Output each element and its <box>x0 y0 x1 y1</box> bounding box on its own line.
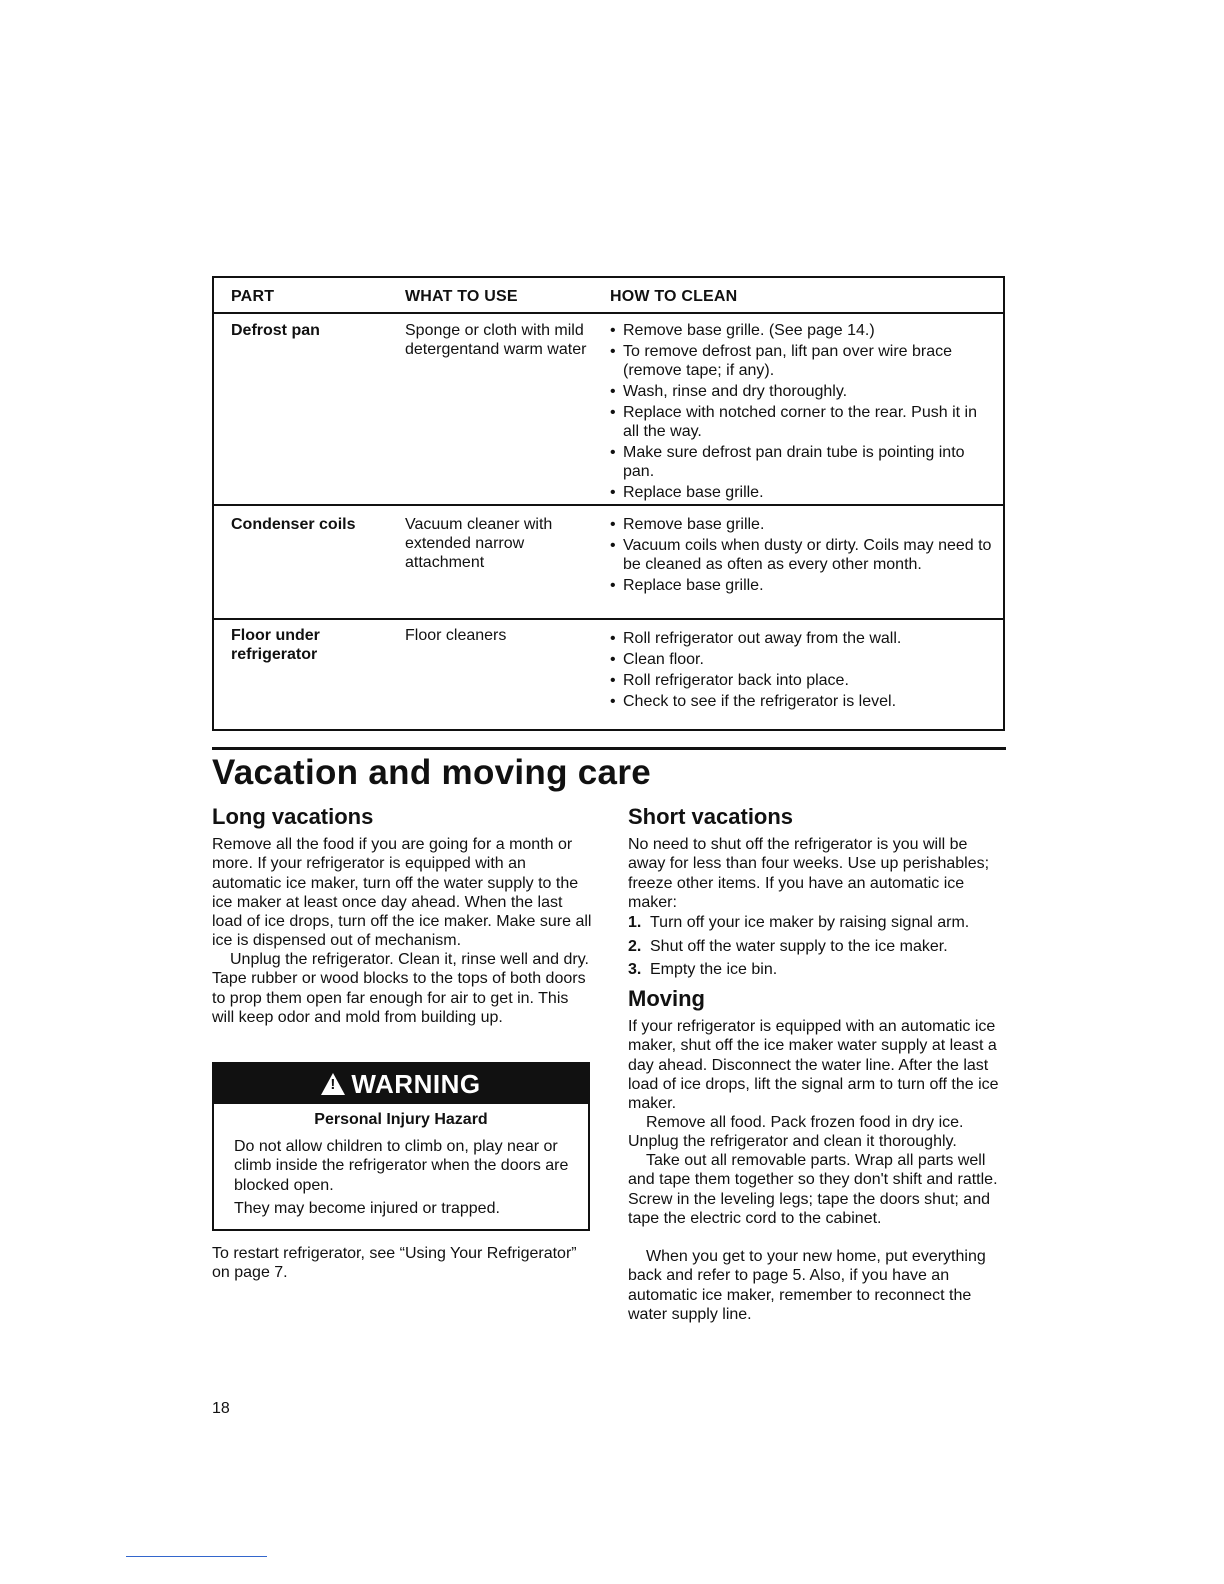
warning-subtitle: Personal Injury Hazard <box>314 1111 488 1128</box>
list-item: • Make sure defrost pan drain tube is pointing into pan. <box>610 443 995 481</box>
list-item: • Check to see if the refrigerator is level. <box>610 692 995 711</box>
footer-line <box>126 1556 267 1557</box>
row-clean-floor <box>610 629 995 713</box>
list-item <box>628 937 1003 961</box>
row-use-condenser-coils: Vacuum cleaner with extended narrow attachment <box>405 516 553 571</box>
list-item: • Replace base grille. <box>610 483 995 502</box>
list-item: • Replace base grille. <box>610 576 995 595</box>
step-number: 2. <box>628 937 642 955</box>
header-divider <box>214 312 1003 314</box>
moving-paragraph-3: Take out all removable parts. Wrap all parts well and tape them together so they don't shift and rattle. Screw in the leveling legs; tape the doors shut; and tape the electric cord to the cabinet. <box>628 1152 998 1227</box>
long-vacations-paragraph-1: Remove all the food if you are going for a month or more. If your refrigerator is equipped with an automatic ice maker, turn off the water supply to the ice maker at least once day ahead. When the last load of ice drops, turn off the ice maker. Make sure all ice is dispensed out of mechanism. <box>212 836 592 950</box>
warning-text: Do not allow children to climb on, play near or climb inside the refrigerator when the doors are blocked open. <box>234 1138 569 1194</box>
moving-paragraph-4: When you get to your new home, put everything back and refer to page 5. Also, if you have an automatic ice maker, remember to reconnect the water supply line. <box>628 1248 986 1323</box>
section-title: Vacation and moving care <box>212 753 652 792</box>
step-text: Shut off the water supply to the ice maker. <box>650 937 948 955</box>
row-use-defrost-pan: Sponge or cloth with mild detergentand warm water <box>405 322 587 358</box>
list-item: • Roll refrigerator back into place. <box>610 671 995 690</box>
row-part-defrost-pan: Defrost pan <box>231 322 320 339</box>
list-item <box>628 913 1003 937</box>
warning-box <box>212 1062 590 1231</box>
list-item <box>628 960 1003 984</box>
step-text: Turn off your ice maker by raising signal arm. <box>650 914 970 931</box>
list-item: • Remove base grille. <box>610 515 995 534</box>
step-number: 3. <box>628 961 642 978</box>
header-what-to-use: WHAT TO USE <box>405 288 518 305</box>
warning-triangle-icon <box>321 1073 345 1095</box>
restart-note: To restart refrigerator, see “Using Your Refrigerator” on page 7. <box>212 1245 577 1282</box>
list-item: • Roll refrigerator out away from the wall. <box>610 629 995 648</box>
moving-paragraph-2: Remove all food. Pack frozen food in dry ice. Unplug the refrigerator and clean it thoroughly. <box>628 1114 964 1151</box>
row-clean-defrost-pan <box>610 321 995 504</box>
short-vacations-heading: Short vacations <box>628 804 794 829</box>
row-part-floor: Floor under refrigerator <box>231 627 320 663</box>
list-item: • Vacuum coils when dusty or dirty. Coils may need to be cleaned as often as every other month. <box>610 536 995 574</box>
step-text: Empty the ice bin. <box>650 961 778 978</box>
row-divider <box>214 618 1003 620</box>
moving-heading: Moving <box>628 986 705 1011</box>
warning-consequence: They may become injured or trapped. <box>234 1200 500 1217</box>
moving-paragraph-1: If your refrigerator is equipped with an automatic ice maker, shut off the ice maker water supply at least a day ahead. Disconnect the water line. After the last load of ice drops, lift the signal arm to turn off the ice maker. <box>628 1018 999 1113</box>
list-item: • Replace with notched corner to the rear. Push it in all the way. <box>610 403 995 441</box>
row-part-condenser-coils: Condenser coils <box>231 516 356 533</box>
row-clean-condenser-coils <box>610 515 995 597</box>
warning-banner <box>214 1064 588 1104</box>
page-number: 18 <box>212 1400 230 1417</box>
short-vacations-intro: No need to shut off the refrigerator is you will be away for less than four weeks. Use up perishables; freeze other items. If you have an automatic ice maker: <box>628 836 990 911</box>
list-item: • Remove base grille. (See page 14.) <box>610 321 995 340</box>
list-item: • To remove defrost pan, lift pan over wire brace (remove tape; if any). <box>610 342 995 380</box>
long-vacations-heading: Long vacations <box>212 804 374 829</box>
row-divider <box>214 504 1003 506</box>
row-use-floor: Floor cleaners <box>405 627 507 644</box>
short-vacations-steps <box>628 913 1003 984</box>
step-number: 1. <box>628 914 642 931</box>
header-how-to-clean: HOW TO CLEAN <box>610 288 738 305</box>
header-part: PART <box>231 288 275 305</box>
list-item: • Clean floor. <box>610 650 995 669</box>
long-vacations-paragraph-2: Unplug the refrigerator. Clean it, rinse well and dry. Tape rubber or wood blocks to the tops of both doors to prop them open far enough for air to get in. This will keep odor and mold from building up. <box>212 951 589 1026</box>
section-rule <box>212 747 1006 750</box>
cleaning-table <box>212 276 1005 731</box>
warning-label: WARNING <box>351 1068 481 1099</box>
list-item: • Wash, rinse and dry thoroughly. <box>610 382 995 401</box>
